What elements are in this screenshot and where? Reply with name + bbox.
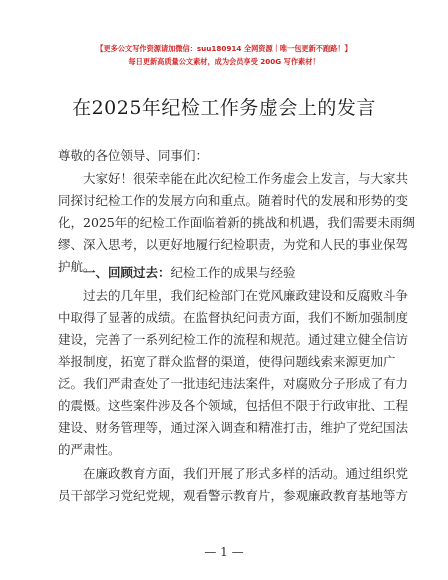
paragraph-line: 建设、财务管理等，通过深入调查和精准打击，维护了党纪国法 <box>58 420 409 435</box>
paragraph-line: 大家好！很荣幸能在此次纪检工作务虚会上发言，与大家共 <box>83 171 409 186</box>
paragraph-line: 举报制度，拓宽了群众监督的渠道，使得问题线索来源更加广 <box>58 354 396 369</box>
paragraph-line: 泛。我们严肃查处了一批违纪违法案件，对腐败分子形成了有力 <box>58 376 409 391</box>
promo-banner-line-1: 【更多公文写作资源请加微信：suu180914 全网资源｜唯一包更新不跑路！】 <box>96 44 352 53</box>
section-heading-label: 一、回顾过去： <box>83 265 171 280</box>
promo-banner-line-2: 每日更新高质量公文素材，成为会员享受 200G 写作素材！ <box>128 57 320 66</box>
paragraph-line: 在廉政教育方面，我们开展了形式多样的活动。通过组织党 <box>83 466 409 481</box>
paragraph-line: 缪、深入思考，以更好地履行纪检职责，为党和人民的事业保驾 <box>58 237 409 252</box>
paragraph-line: 过去的几年里，我们纪检部门在党风廉政建设和反腐败斗争 <box>83 288 409 303</box>
paragraph-2 <box>58 285 409 461</box>
paragraph-3 <box>58 463 409 507</box>
paragraph-line: 的严肃性。 <box>58 442 121 457</box>
salutation: 尊敬的各位领导、同事们： <box>58 148 209 163</box>
paragraph-line: 员干部学习党纪党规，观看警示教育片，参观廉政教育基地等方 <box>58 488 409 503</box>
page-number: — 1 — <box>204 545 244 559</box>
section-heading-1 <box>58 262 390 284</box>
paragraph-line: 同探讨纪检工作的发展方向和重点。随着时代的发展和形势的变 <box>58 193 409 208</box>
paragraph-line: 化，2025年的纪检工作面临着新的挑战和机遇，我们需要未雨绸 <box>58 215 415 230</box>
paragraph-line: 的震慑。这些案件涉及各个领域，包括但不限于行政审批、工程 <box>58 398 409 413</box>
section-heading-title: 纪检工作的成果与经验 <box>170 265 296 280</box>
document-title: 在2025年纪检工作务虚会上的发言 <box>72 97 376 119</box>
paragraph-line: 中取得了显著的成绩。在监督执纪问责方面，我们不断加强制度 <box>58 310 409 325</box>
paragraph-line: 建设，完善了一系列纪检工作的流程和规范。通过建立健全信访 <box>58 332 409 347</box>
paragraph-line: 护航。 <box>58 259 96 274</box>
